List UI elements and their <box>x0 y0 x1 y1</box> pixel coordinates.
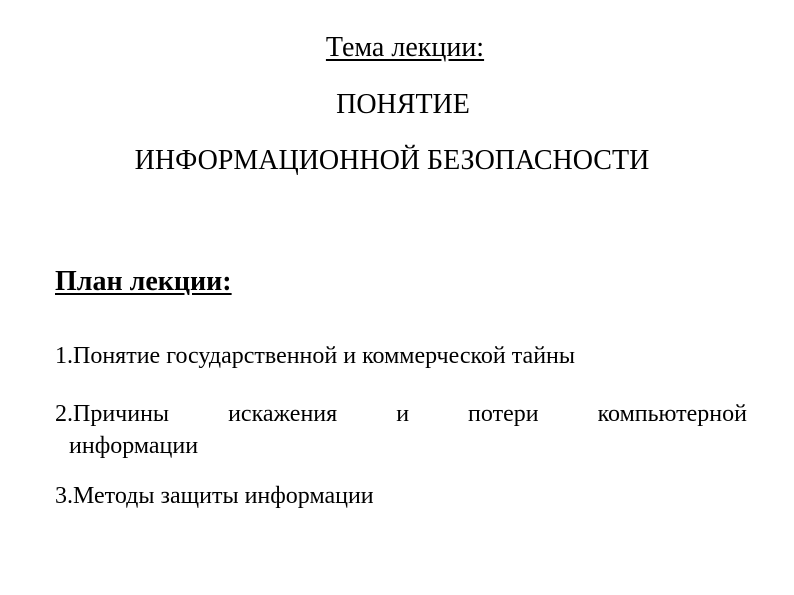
plan-item-2-line-2: информации <box>69 433 199 459</box>
plan-item-2 <box>55 398 747 462</box>
plan-item-2-word: потери <box>468 401 539 427</box>
plan-item-2-word: компьютерной <box>597 401 747 427</box>
plan-item-2-word: 2.Причины <box>55 401 170 427</box>
plan-item-3: 3.Методы защиты информации <box>55 483 374 509</box>
plan-item-2-line-1 <box>55 398 747 430</box>
lecture-title-line-1: ПОНЯТИЕ <box>336 89 470 120</box>
plan-item-2-word: искажения <box>228 401 338 427</box>
plan-item-1: 1.Понятие государственной и коммерческой тайны <box>55 343 576 369</box>
topic-label-text: Тема лекции: <box>325 32 485 63</box>
plan-item-2-word: и <box>396 401 410 427</box>
topic-label <box>0 30 794 66</box>
plan-heading: План лекции: <box>55 266 232 297</box>
lecture-title-line-2: ИНФОРМАЦИОННОЙ БЕЗОПАСНОСТИ <box>134 145 650 176</box>
